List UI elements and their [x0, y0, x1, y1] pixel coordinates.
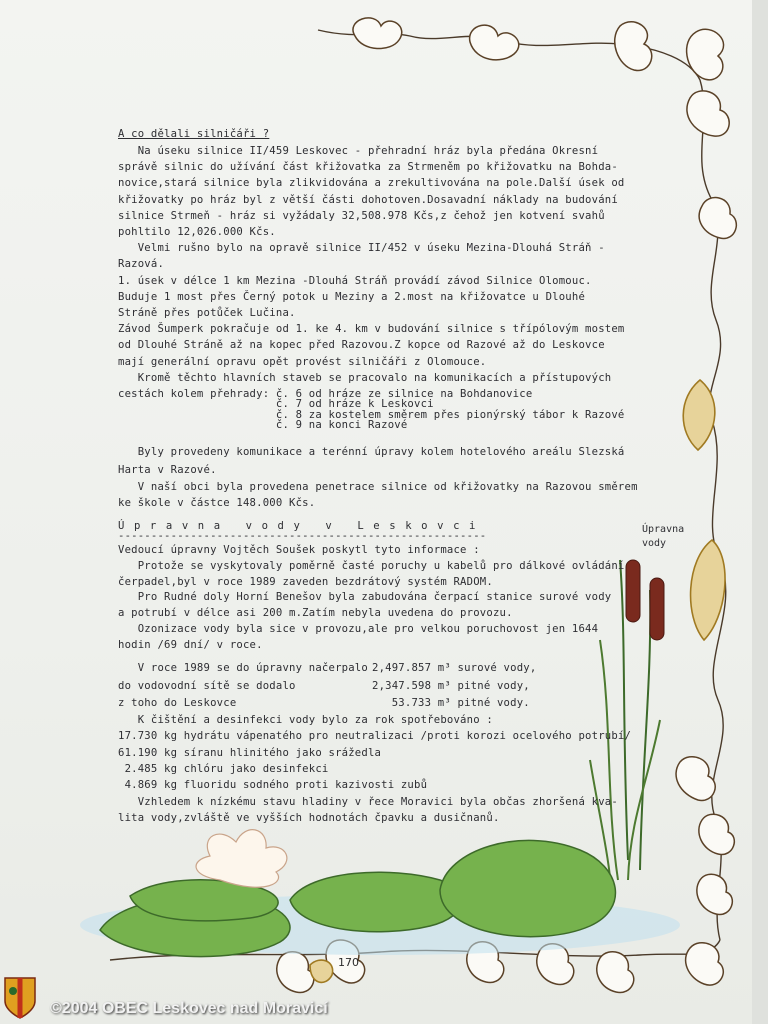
- side-label: [642, 523, 684, 551]
- text-line: a potrubí v délce asi 200 m.Zatím nebyla uvedena do provozu.: [118, 607, 513, 620]
- text-line: 1. úsek v délce 1 km Mezina -Dlouhá Stráň provádí závod Silnice Olomouc.: [118, 275, 592, 287]
- text-line: Protože se vyskytovaly poměrně časté poruchy u kabelů pro dálkové ovládání: [118, 559, 625, 572]
- text-line: mají generální opravu opět provést silničáři z Olomouce.: [118, 356, 487, 368]
- text-line: Ozonizace vody byla sice v provozu,ale pro velkou poruchovost jen 1644: [118, 623, 599, 635]
- text-line: č. 7 od hráze k Leskovci: [118, 398, 434, 410]
- text-line: Kromě těchto hlavních staveb se pracovalo na komunikacích a přístupových: [118, 372, 612, 384]
- water-row-label: V roce 1989 se do úpravny načerpalo: [118, 662, 368, 674]
- page-number: 170: [338, 956, 359, 969]
- text-line: 61.190 kg síranu hlinitého jako srážedla: [118, 746, 382, 759]
- side-label-line-2: vody: [642, 538, 667, 549]
- water-row-label: do vodovodní sítě se dodalo: [118, 679, 296, 692]
- text-line: V naší obci byla provedena penetrace silnice od křižovatky na Razovou směrem: [118, 481, 638, 493]
- water-row-value: 53.733 m³ pitné vody.: [372, 697, 530, 709]
- text-line: 17.730 kg hydrátu vápenatého pro neutralizaci /proti korozi ocelového potrubí/: [118, 730, 632, 743]
- text-line: č. 8 za kostelem směrem přes pionýrský tábor k Razové: [118, 409, 625, 421]
- text-line: ke škole v částce 148.000 Kčs.: [118, 497, 316, 509]
- text-line: správě silnic do užívání část křižovatka za Strmeněm po křižovatku na Bohda-: [118, 161, 618, 173]
- text-line: silnice Strmeň - hráz si vyžádaly 32,508.978 Kčs,z čehož jen kotvení svahů: [118, 210, 605, 222]
- water-row-value: 2,347.598 m³ pitné vody,: [372, 679, 530, 692]
- water-lily-flower-icon: [196, 830, 287, 888]
- text-line: 4.869 kg fluoridu sodného proti kazivosti zubů: [118, 779, 428, 792]
- text-line: Stráně přes potůček Lučina.: [118, 307, 296, 319]
- text-line: Pro Rudné doly Horní Benešov byla zabudována čerpací stanice surové vody: [118, 591, 612, 604]
- text-line: Velmi rušno bylo na opravě silnice II/452 v úseku Mezina-Dlouhá Stráň -: [118, 242, 605, 254]
- text-line: Vedoucí úpravny Vojtěch Soušek poskytl tyto informace :: [118, 544, 480, 556]
- text-line: křižovatky po hráz byl z větší části dohotoven.Dosavadní náklady na budování: [118, 194, 618, 206]
- text-line: 2.485 kg chlóru jako desinfekci: [118, 762, 329, 775]
- text-line: Harta v Razové.: [118, 464, 217, 476]
- text-line: Závod Šumperk pokračuje od 1. ke 4. km v budování silnice s třípólovým mostem: [118, 323, 625, 335]
- text-line: K čištění a desinfekci vody bylo za rok spotřebováno :: [118, 714, 493, 726]
- section-title-road-works: A co dělali silničáři ?: [118, 128, 270, 140]
- text-line: čerpadel,byl v roce 1989 zaveden bezdrátový systém RADOM.: [118, 575, 493, 588]
- text-line: cestách kolem přehrady: č. 6 od hráze ze silnice na Bohdanovice: [118, 388, 533, 400]
- text-line: Razová.: [118, 258, 165, 270]
- text-line: č. 9 na konci Razové: [118, 419, 408, 431]
- text-line: lita vody,zvláště ve vyšších hodnotách čpavku a dusičnanů.: [118, 811, 500, 824]
- side-label-line-1: Úpravna: [642, 524, 685, 535]
- text-line: Byly provedeny komunikace a terénní úpravy kolem hotelového areálu Slezská: [118, 446, 625, 458]
- water-row-value: 2,497.857 m³ surové vody,: [372, 662, 537, 674]
- text-line: hodin /69 dní/ v roce.: [118, 638, 263, 651]
- copyright-footer: ©2004 OBEC Leskovec nad Moravicí: [50, 1000, 328, 1017]
- text-line: pohltilo 12,026.000 Kčs.: [118, 226, 276, 238]
- text-line: Na úseku silnice II/459 Leskovec - přehradní hráz byla předána Okresní: [118, 145, 599, 157]
- section-title-water-plant: Ú p r a v n a v o d y v L e s k o v c i: [118, 520, 478, 532]
- text-line: novice,stará silnice byla zlikvidována a zrekultivována na pole.Další úsek od: [118, 177, 625, 189]
- text-line: Buduje 1 most přes Černý potok u Meziny a 2.most na křižovatce u Dlouhé: [118, 291, 586, 303]
- coat-of-arms-icon: [2, 975, 38, 1021]
- water-row-label: z toho do Leskovce: [118, 697, 237, 709]
- text-line: Vzhledem k nízkému stavu hladiny v řece Moravici byla občas zhoršená kva-: [118, 795, 618, 808]
- section-title-rule: --------------------------------------------------------: [118, 530, 487, 542]
- text-line: od Dlouhé Stráně až na kopec před Razovou.Z kopce od Razové až do Leskovce: [118, 339, 605, 351]
